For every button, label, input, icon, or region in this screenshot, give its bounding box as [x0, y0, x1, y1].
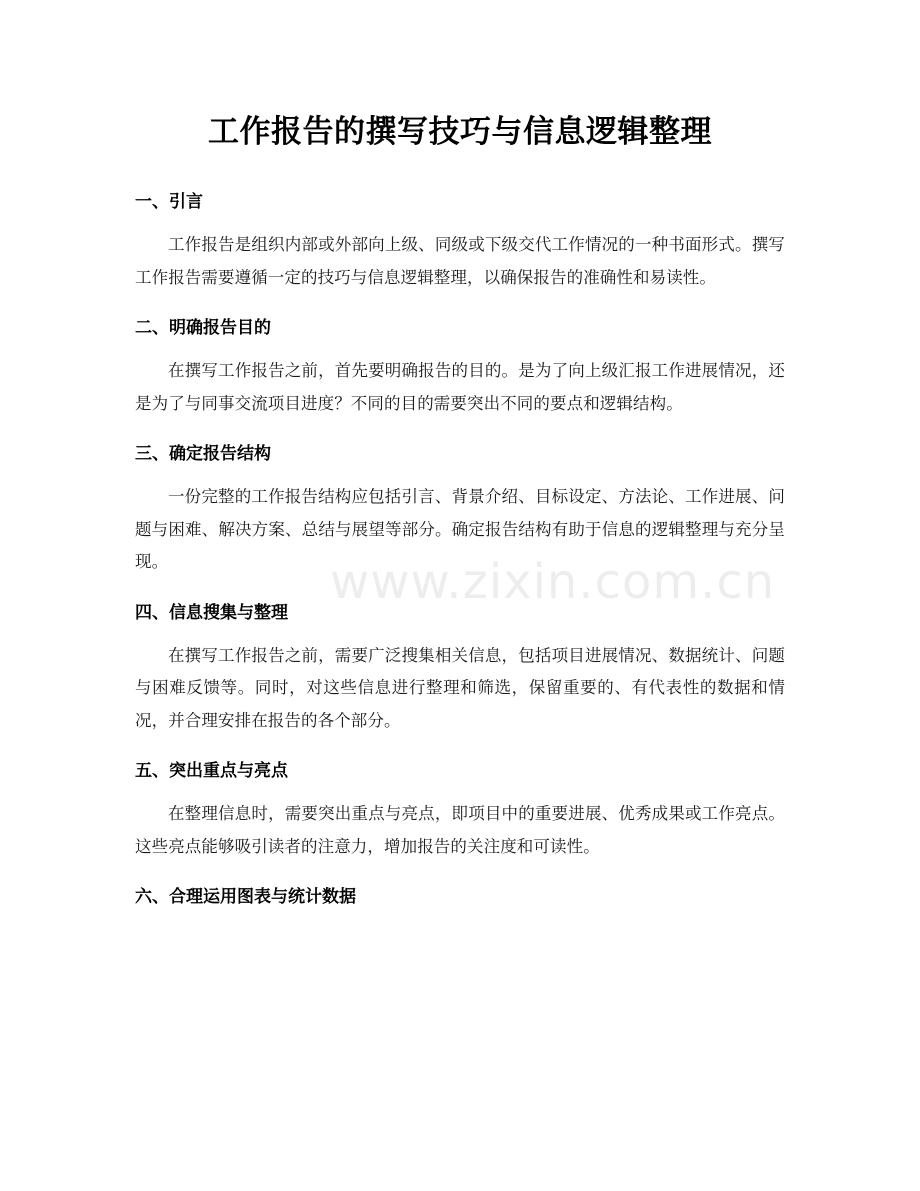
document-title: 工作报告的撰写技巧与信息逻辑整理: [208, 114, 712, 150]
section-paragraph: 一份完整的工作报告结构应包括引言、背景介绍、目标设定、方法论、工作进展、问题与困难、解决方案、总结与展望等部分。确定报告结构有助于信息的逻辑整理与充分呈现。: [135, 487, 785, 571]
section-purpose: [135, 316, 785, 420]
section-heading: 二、明确报告目的: [135, 318, 271, 338]
section-heading: 四、信息搜集与整理: [135, 602, 288, 623]
section-heading: 三、确定报告结构: [135, 444, 271, 464]
section-heading: 六、合理运用图表与统计数据: [135, 887, 356, 907]
section-introduction: [135, 190, 785, 294]
section-paragraph: 在撰写工作报告之前，需要广泛搜集相关信息，包括项目进展情况、数据统计、问题与困难反馈等。同时，对这些信息进行整理和筛选，保留重要的、有代表性的数据和情况，并合理安排在报告的各个部分。: [135, 645, 785, 730]
section-paragraph: 在整理信息时，需要突出重点与亮点，即项目中的重要进展、优秀成果或工作亮点。这些亮点能够吸引读者的注意力，增加报告的关注度和可读性。: [135, 804, 785, 856]
section-paragraph: 在撰写工作报告之前，首先要明确报告的目的。是为了向上级汇报工作进展情况，还是为了与同事交流项目进度？不同的目的需要突出不同的要点和逻辑结构。: [135, 361, 785, 413]
section-heading: 五、突出重点与亮点: [135, 761, 288, 781]
watermark: www.zixin.com.cn: [330, 554, 776, 610]
section-highlights: [135, 759, 785, 863]
section-charts: [135, 885, 785, 909]
section-information: [135, 601, 785, 738]
section-structure: [135, 442, 785, 579]
section-heading: 一、引言: [135, 192, 203, 212]
section-paragraph: 工作报告是组织内部或外部向上级、同级或下级交代工作情况的一种书面形式。撰写工作报告需要遵循一定的技巧与信息逻辑整理，以确保报告的准确性和易读性。: [135, 235, 785, 287]
